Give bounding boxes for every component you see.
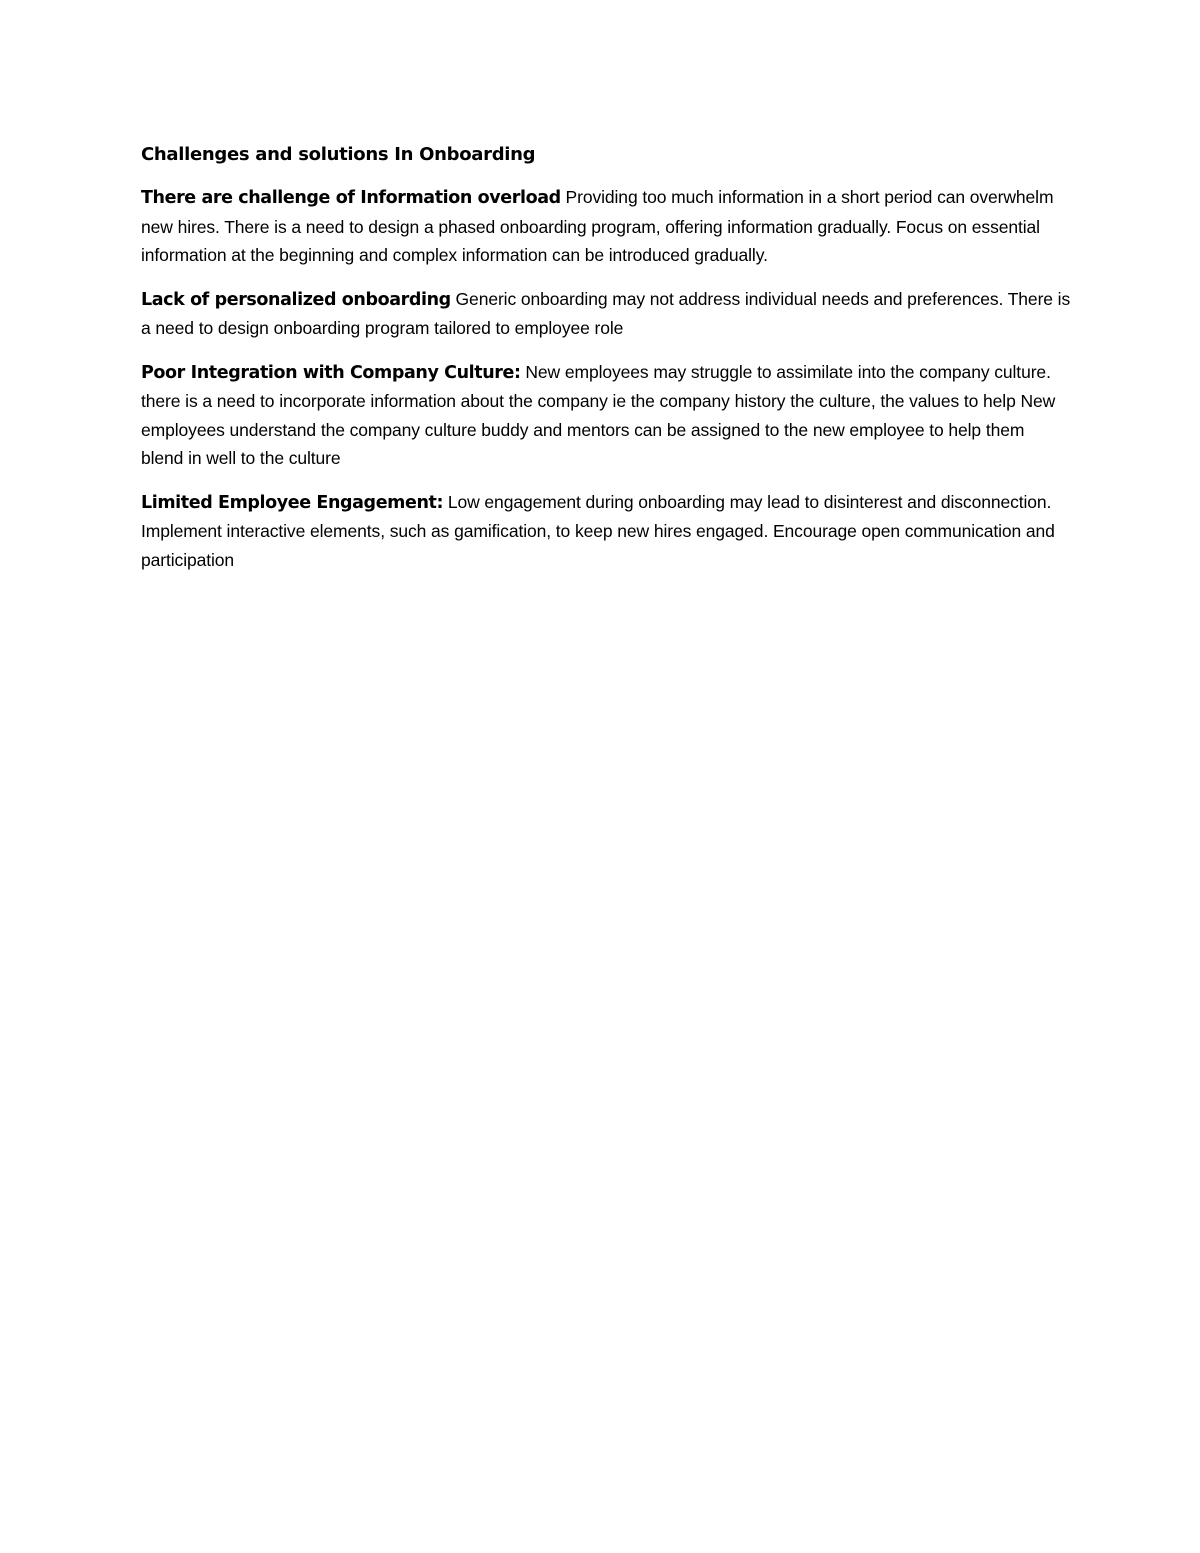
section-body: Generic onboarding may not address individual needs and preferences. There is a need to design onboarding program tailored to employee role	[141, 288, 1071, 338]
section-body: Low engagement during onboarding may lead to disinterest and disconnection. Implement interactive elements, such as gamification, to keep new hires engaged. Encourage open communication and participation	[141, 491, 1055, 570]
section-information-overload	[141, 183, 1071, 270]
section-heading: Poor Integration with Company Culture:	[141, 362, 521, 383]
section-heading: Limited Employee Engagement:	[141, 492, 444, 513]
document-title: Challenges and solutions In Onboarding	[141, 144, 536, 165]
section-employee-engagement	[141, 488, 1071, 575]
section-company-culture	[141, 358, 1071, 473]
section-personalized-onboarding	[141, 285, 1071, 343]
section-body: New employees may struggle to assimilate into the company culture. there is a need to incorporate information about the company ie the company history the culture, the values to help New employees understand the company culture buddy and mentors can be assigned to the new employee to help them blend in well to the culture	[141, 361, 1056, 468]
section-heading: There are challenge of Information overload	[141, 188, 561, 208]
section-body: Providing too much information in a short period can overwhelm new hires. There is a need to design a phased onboarding program, offering information gradually. Focus on essential information at the beginning and complex information can be introduced gradually.	[141, 187, 1054, 265]
section-heading: Lack of personalized onboarding	[141, 289, 451, 310]
document-body	[141, 141, 1071, 589]
